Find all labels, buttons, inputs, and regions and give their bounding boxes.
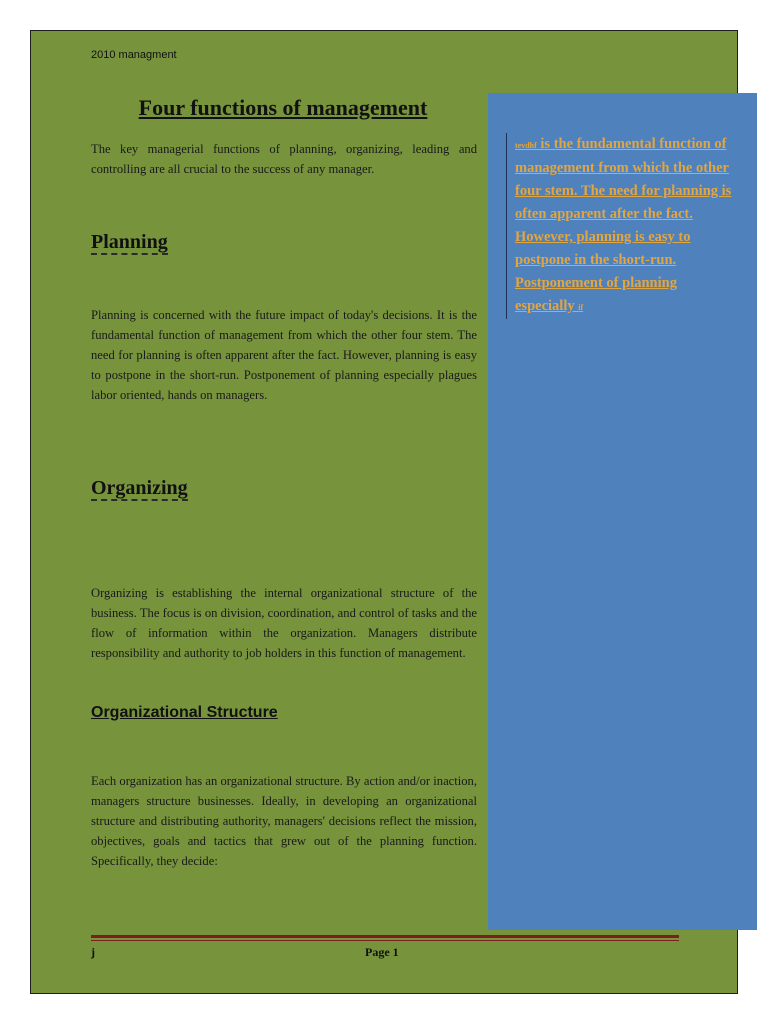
footer-left-text: j: [91, 945, 95, 959]
page-number: Page 1: [365, 945, 399, 959]
document-title: Four functions of management: [138, 95, 428, 120]
organizing-heading: Organizing: [91, 477, 188, 499]
pull-quote-body: is the fundamental function of management from which the other four stem. The need for planning is often apparent after the fact. However, planning is easy to postpone in the short-run. Postponement of planning especially: [515, 136, 732, 314]
planning-heading: Planning: [91, 231, 168, 253]
pull-quote-tail-word: if: [578, 303, 584, 312]
page-header: 2010 managment: [91, 49, 177, 61]
organizational-structure-heading: Organizational Structure: [91, 704, 278, 721]
pull-quote-sidebar: [488, 93, 757, 930]
footer-rule: [91, 935, 679, 941]
pull-quote-text[interactable]: [506, 133, 737, 319]
pull-quote-lead-word: tevdhf: [515, 141, 537, 150]
structure-paragraph: Each organization has an organizational structure. By action and/or inaction, managers structure businesses. Ideally, in developing an organizational structure and distributing authority, managers' decisions reflect the mission, objectives, goals and tactics that grew out of the planning function. Specifically, they decide:: [91, 774, 477, 868]
intro-paragraph: The key managerial functions of planning, organizing, leading and controlling are all crucial to the success of any manager.: [91, 142, 477, 176]
planning-paragraph: Planning is concerned with the future impact of today's decisions. It is the fundamental function of management from which the other four stem. The need for planning is often apparent after the fact. However, planning is easy to postpone in the short-run. Postponement of planning especially plagues labor oriented, hands on managers.: [91, 308, 477, 402]
organizing-paragraph: Organizing is establishing the internal organizational structure of the business. The focus is on division, coordination, and control of tasks and the flow of information within the organization. Managers distribute responsibility and authority to job holders in this function of management.: [91, 586, 477, 660]
